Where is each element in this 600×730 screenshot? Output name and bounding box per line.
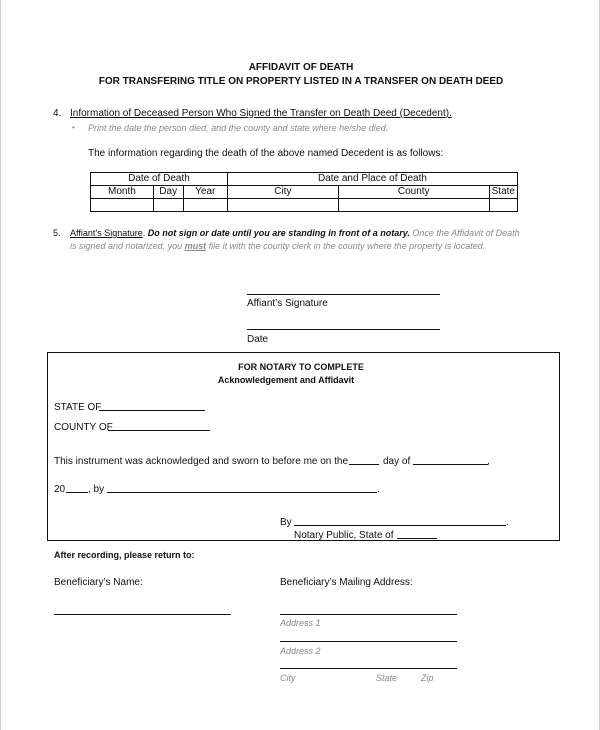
notary-state-line[interactable] bbox=[397, 538, 437, 539]
beneficiary-name-line[interactable] bbox=[54, 614, 231, 615]
state-cell[interactable] bbox=[489, 199, 517, 212]
table-column-header: Year bbox=[183, 186, 227, 199]
table-column-header: County bbox=[338, 186, 489, 199]
table-header-row bbox=[91, 173, 518, 186]
city-cell[interactable] bbox=[227, 199, 338, 212]
day-cell[interactable] bbox=[153, 199, 183, 212]
date-label: Date bbox=[247, 334, 269, 345]
beneficiary-name-label: Beneficiary’s Name: bbox=[54, 577, 143, 588]
year-prefix: 20 bbox=[54, 484, 66, 495]
section5-line1: Affiant’s Signature. Do not sign or date until you are standing in front of a notary. Once the Affidavit of Death bbox=[70, 228, 520, 238]
signer-name-line[interactable] bbox=[107, 492, 377, 493]
day-of-label: day of bbox=[383, 456, 411, 467]
notary-signature-line[interactable] bbox=[294, 525, 506, 526]
address1-line[interactable] bbox=[280, 641, 457, 642]
notary-state-label: Notary Public, State of bbox=[294, 530, 394, 541]
state-of-label: STATE OF bbox=[54, 402, 102, 413]
county-of-line[interactable] bbox=[108, 430, 210, 431]
document-subtitle: FOR TRANSFERING TITLE ON PROPERTY LISTED IN A TRANSFER ON DEATH DEED bbox=[98, 76, 504, 87]
county-of-label: COUNTY OF bbox=[54, 422, 113, 433]
affiant-signature-line[interactable] bbox=[247, 294, 440, 295]
period-text-2: . bbox=[506, 517, 509, 528]
mailing-address-line[interactable] bbox=[280, 614, 457, 615]
table-column-header: State bbox=[489, 186, 517, 199]
notary-heading: FOR NOTARY TO COMPLETE bbox=[238, 362, 364, 372]
table-column-row bbox=[91, 186, 518, 199]
section5-hint-line1: Once the Affidavit of Death bbox=[412, 228, 520, 238]
year-cell[interactable] bbox=[183, 199, 227, 212]
date-of-death-table bbox=[90, 172, 518, 212]
table-column-header: Month bbox=[91, 186, 154, 199]
address2-line[interactable] bbox=[280, 668, 457, 669]
address2-label: Address 2 bbox=[280, 646, 321, 656]
sworn-text: This instrument was acknowledged and sworn to before me on the bbox=[54, 456, 349, 467]
affiant-signature-label: Affiant’s Signature bbox=[247, 298, 328, 309]
section4-heading: Information of Deceased Person Who Signed the Transfer on Death Deed (Decedent). bbox=[70, 108, 452, 119]
state-label: State bbox=[376, 673, 398, 683]
notary-subheading: Acknowledgement and Affidavit bbox=[217, 375, 355, 385]
county-cell[interactable] bbox=[338, 199, 489, 212]
section5-heading: Affiant’s Signature bbox=[70, 228, 143, 238]
table-group-header: Date of Death bbox=[91, 173, 228, 186]
table-column-header: City bbox=[227, 186, 338, 199]
month-cell[interactable] bbox=[91, 199, 154, 212]
by-label: By bbox=[280, 517, 292, 528]
section5-number: 5. bbox=[53, 228, 61, 238]
bullet-icon: • bbox=[72, 123, 75, 132]
by-comma: , by bbox=[88, 484, 105, 495]
city-label: City bbox=[280, 673, 296, 683]
date-line[interactable] bbox=[247, 329, 440, 330]
section4-number: 4. bbox=[53, 108, 62, 119]
address1-label: Address 1 bbox=[280, 618, 321, 628]
table-group-header: Date and Place of Death bbox=[227, 173, 517, 186]
table-row bbox=[91, 199, 518, 212]
return-heading: After recording, please return to: bbox=[54, 550, 195, 560]
section4-hint: Print the date the person died, and the county and state where he/she died. bbox=[88, 123, 389, 133]
mailing-address-label: Beneficiary’s Mailing Address: bbox=[280, 577, 413, 588]
must-emphasis: must bbox=[184, 241, 207, 251]
table-column-header: Day bbox=[153, 186, 183, 199]
state-of-line[interactable] bbox=[99, 410, 205, 411]
section5-line2: is signed and notarized, you must file it with the county clerk in the county where the property is located. bbox=[70, 241, 486, 251]
section4-intro: The information regarding the death of the above named Decedent is as follows: bbox=[88, 148, 444, 159]
comma-text: , bbox=[487, 456, 490, 467]
month-line[interactable] bbox=[413, 464, 488, 465]
section5-warning: Do not sign or date until you are standing in front of a notary. bbox=[147, 228, 410, 238]
day-line[interactable] bbox=[349, 464, 379, 465]
period-text: . bbox=[377, 484, 380, 495]
zip-label: Zip bbox=[421, 673, 434, 683]
document-title: AFFIDAVIT OF DEATH bbox=[248, 62, 354, 73]
year-line[interactable] bbox=[66, 492, 88, 493]
